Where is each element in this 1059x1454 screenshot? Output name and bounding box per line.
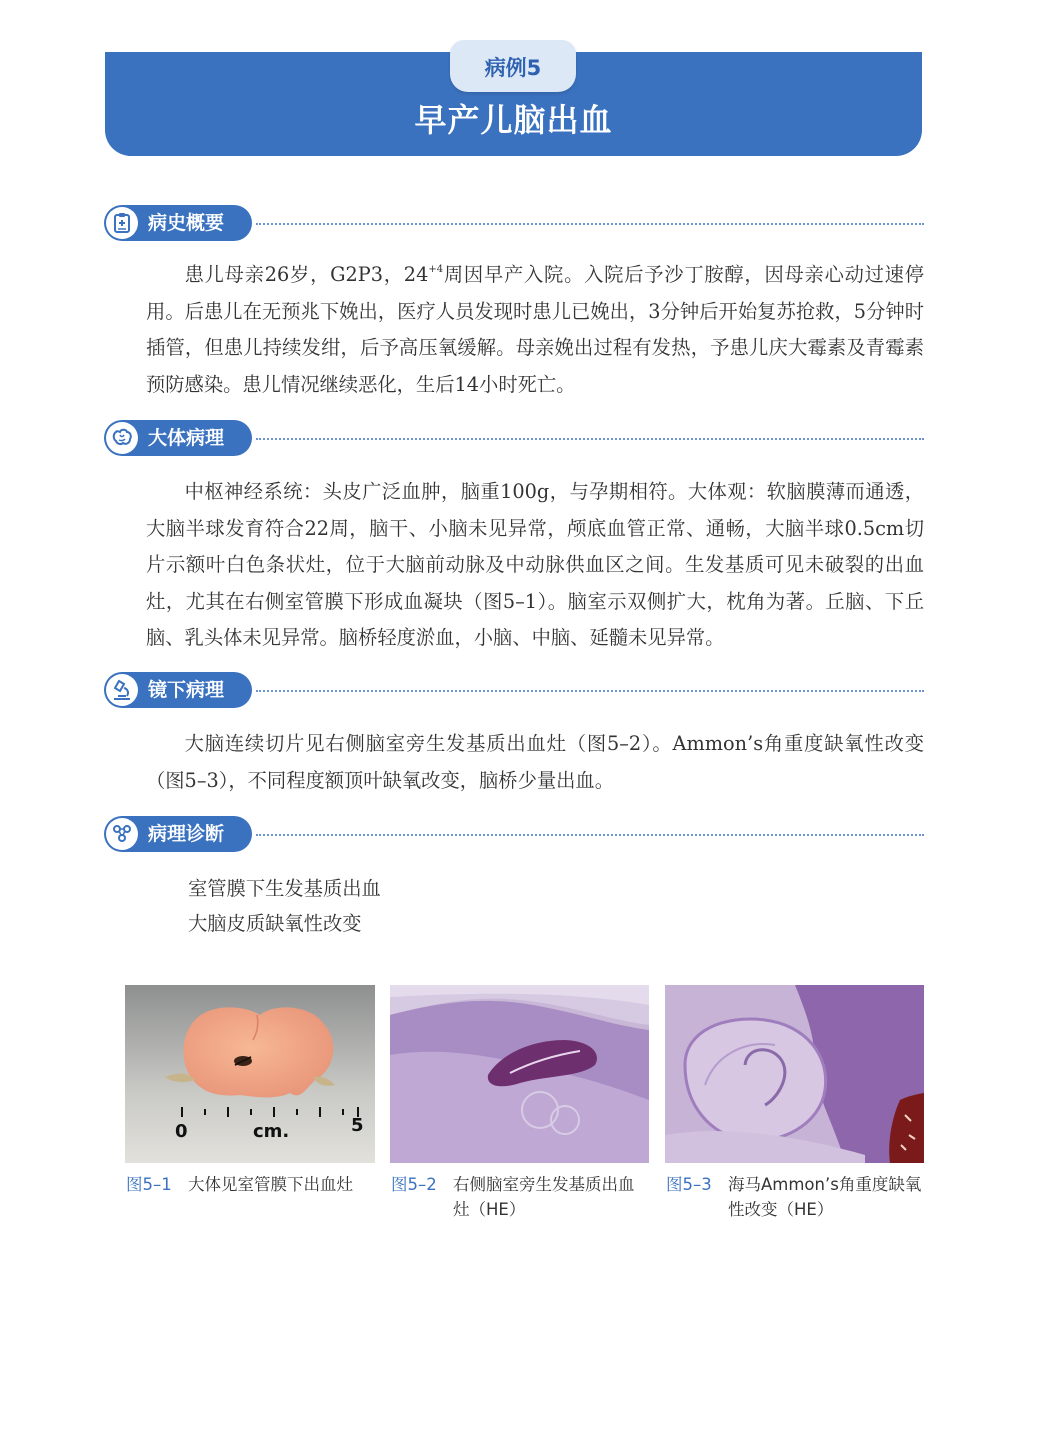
- dotted-divider: [256, 834, 924, 836]
- section-label: 病史概要: [148, 212, 225, 234]
- section-pill: [104, 205, 252, 241]
- diagnosis-line-2: 大脑皮质缺氧性改变: [188, 912, 362, 935]
- section-label: 大体病理: [148, 427, 225, 449]
- ruler-end-label: 5: [351, 1115, 364, 1136]
- dotted-divider: [256, 223, 924, 225]
- clipboard-cross-icon: [106, 207, 138, 239]
- section-label: 病理诊断: [148, 823, 225, 845]
- section-header-gross: [104, 420, 924, 458]
- figure-5-3-image: [665, 985, 924, 1163]
- figure-number: 图5–1: [126, 1175, 172, 1194]
- figure-caption-text: 大体见室管膜下出血灶: [188, 1175, 353, 1194]
- section-header-micro: [104, 672, 924, 710]
- dotted-divider: [256, 690, 924, 692]
- figure-caption-text: 海马Ammon’s角重度缺氧性改变（HE）: [728, 1175, 922, 1219]
- figure-5-1-image: [125, 985, 375, 1163]
- section-pill: [104, 420, 252, 456]
- diagnosis-line-1: 室管膜下生发基质出血: [188, 877, 381, 900]
- molecule-icon: [106, 818, 138, 850]
- section-pill: [104, 816, 252, 852]
- case-number-tab: 病例5: [450, 40, 576, 92]
- ruler-unit-label: cm.: [253, 1121, 290, 1142]
- case-title: 早产儿脑出血: [414, 101, 613, 139]
- section-pill: [104, 672, 252, 708]
- micro-paragraph: 大脑连续切片见右侧脑室旁生发基质出血灶（图5–2）。Ammon’s角重度缺氧性改变（图5–3），不同程度额顶叶缺氧改变，脑桥少量出血。: [146, 732, 924, 792]
- organ-icon: [106, 422, 138, 454]
- section-label: 镜下病理: [148, 679, 225, 701]
- gross-paragraph: 中枢神经系统：头皮广泛血肿，脑重100g，与孕期相符。大体观：软脑膜薄而通透，大脑半球发育符合22周，脑干、小脑未见异常，颅底血管正常、通畅，大脑半球0.5cm切片示额叶白色条状灶，位于大脑前动脉及中动脉供血区之间。生发基质可见未破裂的出血灶，尤其在右侧室管膜下形成血凝块（图5–1）。脑室示双侧扩大，枕角为著。丘脑、下丘脑、乳头体未见异常。脑桥轻度淤血，小脑、中脑、延髓未见异常。: [146, 480, 924, 649]
- figure-number: 图5–3: [666, 1175, 712, 1194]
- dotted-divider: [256, 438, 924, 440]
- microscope-icon: [106, 674, 138, 706]
- ruler-start-label: 0: [175, 1121, 188, 1142]
- figure-caption-text: 右侧脑室旁生发基质出血灶（HE）: [453, 1175, 635, 1219]
- figure-number: 图5–2: [391, 1175, 437, 1194]
- history-paragraph: 患儿母亲26岁，G2P3，$24^{+4}$周因早产入院。入院后予沙丁胺醇，因母亲心动过速停用。后患儿在无预兆下娩出，医疗人员发现时患儿已娩出，3分钟后开始复苏抢救，5分钟时插管，但患儿持续发绀，后予高压氧缓解。母亲娩出过程有发热，予患儿庆大霉素及青霉素预防感染。患儿情况继续恶化，生后14小时死亡。: [146, 263, 925, 396]
- section-header-history: [104, 205, 924, 243]
- figure-5-2-image: [390, 985, 649, 1163]
- section-header-diagnosis: [104, 816, 924, 854]
